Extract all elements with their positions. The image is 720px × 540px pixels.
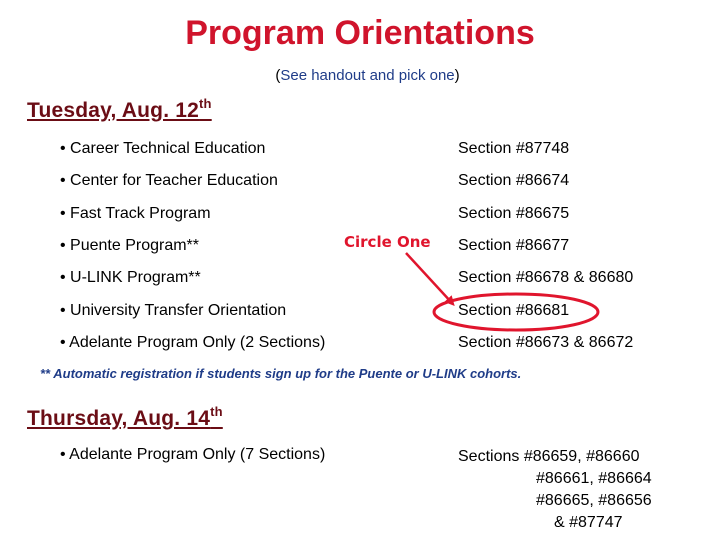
program-label: • Puente Program**: [60, 237, 200, 254]
section-line: Sections #86659, #86660: [458, 448, 640, 465]
subtitle-close-paren: ): [454, 67, 460, 84]
tuesday-heading-text: Tuesday, Aug. 12: [27, 99, 200, 122]
section-line: #86665, #86656: [536, 492, 652, 509]
section-line: & #87747: [554, 514, 623, 531]
section-number: Section #87748: [458, 140, 570, 157]
subtitle-text: See handout and pick one: [280, 67, 455, 84]
thursday-heading: [27, 404, 223, 431]
program-label: • Adelante Program Only (2 Sections): [60, 334, 326, 351]
subtitle-open-paren: (: [275, 67, 281, 84]
section-number: Section #86674: [458, 172, 570, 189]
section-number: Section #86678 & 86680: [458, 269, 634, 286]
section-number: Section #86677: [458, 237, 570, 254]
section-number: Section #86673 & 86672: [458, 334, 634, 351]
program-label: • U-LINK Program**: [60, 269, 201, 286]
tuesday-heading-suffix: th: [199, 96, 212, 111]
footnote: ** Automatic registration if students sign up for the Puente or U-LINK cohorts.: [40, 366, 522, 381]
section-number: Section #86681: [458, 302, 570, 319]
program-label: • Adelante Program Only (7 Sections): [60, 446, 326, 463]
page-title: Program Orientations: [185, 14, 535, 52]
program-label: • University Transfer Orientation: [60, 302, 287, 319]
annotation-arrow: [406, 253, 452, 303]
circle-one-annotation: Circle One: [344, 233, 431, 251]
selection-circle: [434, 294, 598, 330]
thursday-heading-suffix: th: [210, 404, 223, 419]
program-label: • Center for Teacher Education: [60, 172, 278, 189]
thursday-sections: [458, 446, 652, 534]
program-label: • Fast Track Program: [60, 205, 211, 222]
thursday-heading-text: Thursday, Aug. 14: [27, 407, 211, 430]
section-line: #86661, #86664: [536, 470, 652, 487]
section-number: Section #86675: [458, 205, 570, 222]
program-label: • Career Technical Education: [60, 140, 266, 157]
